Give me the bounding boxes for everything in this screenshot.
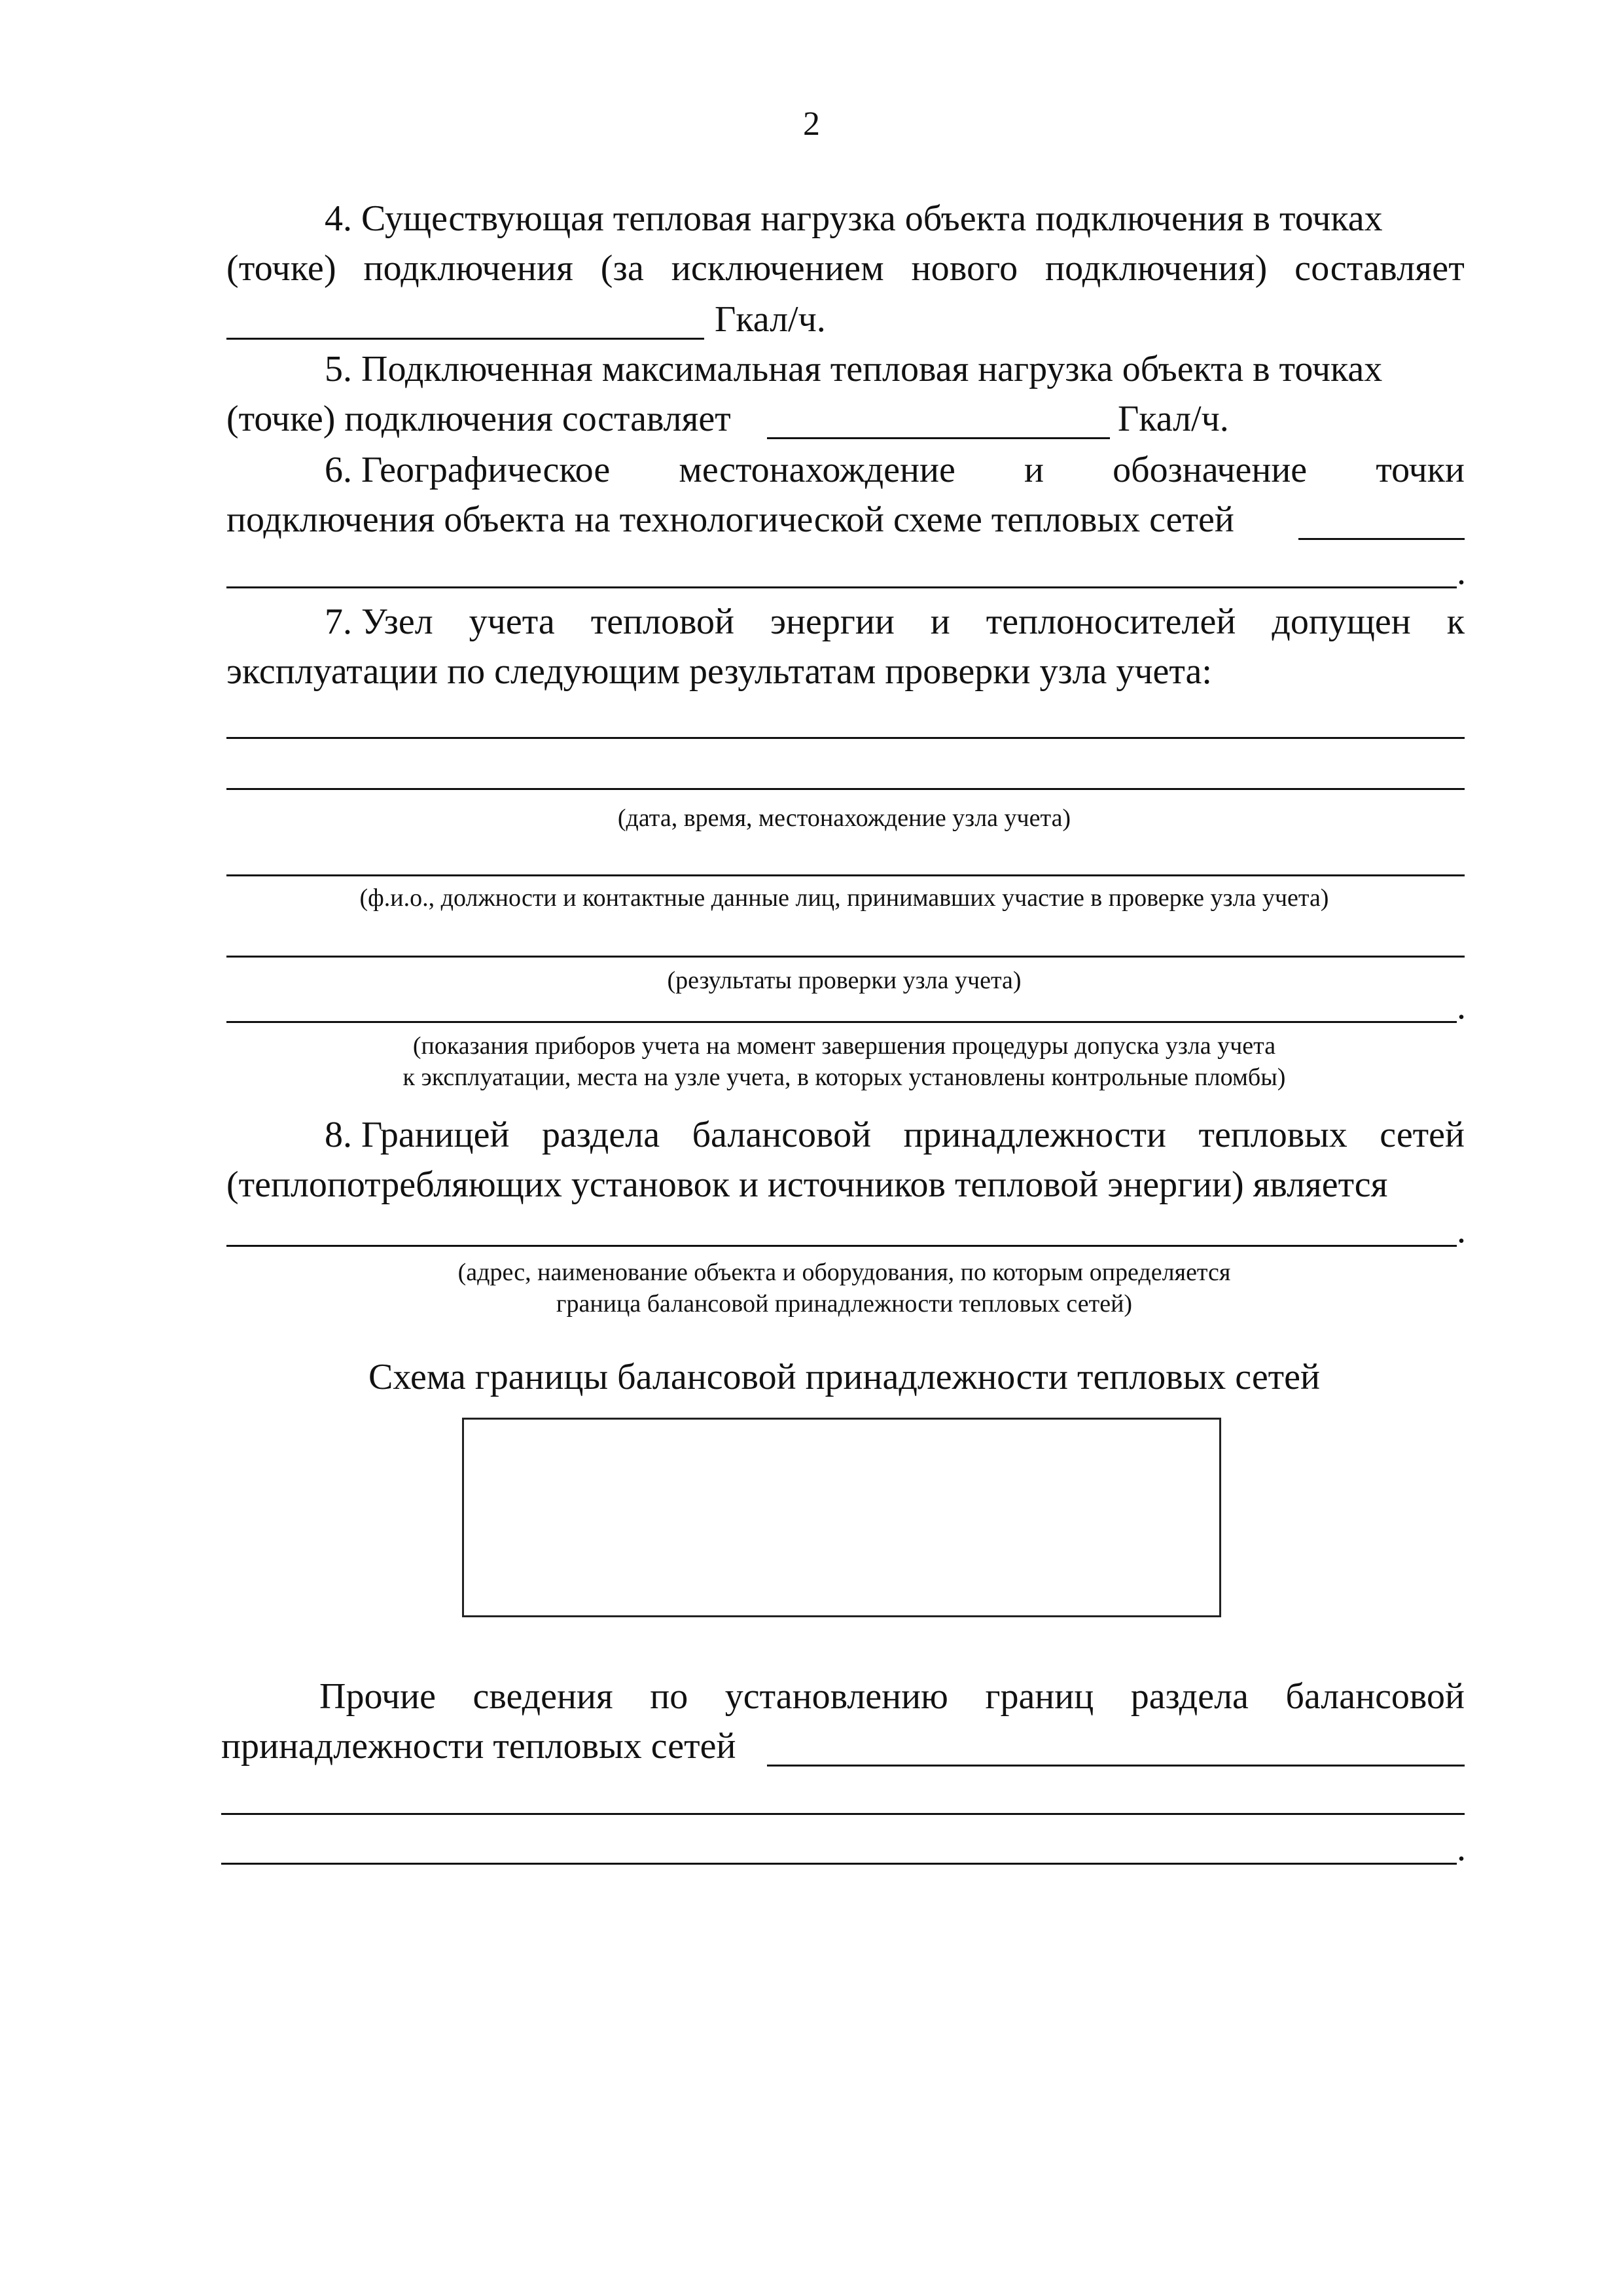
- item8-word-5: тепловых: [1198, 1115, 1347, 1155]
- item7-date-blank[interactable]: [226, 788, 1465, 790]
- item4-line1: 4. Существующая тепловая нагрузка объекта подключения в точках: [325, 198, 1383, 239]
- item7-caption-date: (дата, время, местонахождение узла учета): [617, 804, 1071, 832]
- item6-end-dot: .: [1457, 552, 1466, 592]
- item6-word-3: и: [1024, 450, 1044, 490]
- item7-word-5: и: [930, 601, 950, 642]
- item6-location-blank-1[interactable]: [1298, 538, 1465, 540]
- item7-word-7: допущен: [1272, 601, 1411, 642]
- other-end-dot: .: [1457, 1828, 1466, 1869]
- item4-value-blank[interactable]: [226, 338, 704, 340]
- item7-line1: [325, 601, 1465, 643]
- item6-word-2: местонахождение: [679, 450, 955, 490]
- other-word-6: раздела: [1130, 1676, 1249, 1717]
- other-word-7: балансовой: [1285, 1676, 1465, 1717]
- item5-value-blank[interactable]: [767, 437, 1110, 439]
- item8-caption-2: граница балансовой принадлежности тепловых сетей): [556, 1290, 1133, 1318]
- other-line2-prefix: принадлежности тепловых сетей: [221, 1726, 736, 1767]
- item7-persons-blank[interactable]: [226, 874, 1465, 876]
- other-line1: [319, 1676, 1465, 1717]
- item6-line1: [325, 449, 1465, 491]
- item7-word-1: 7. Узел: [325, 601, 433, 642]
- item8-word-1: 8. Границей: [325, 1115, 510, 1155]
- item8-caption-1: (адрес, наименование объекта и оборудования, по которым определяется: [457, 1259, 1231, 1286]
- item7-line2: эксплуатации по следующим результатам проверки узла учета:: [226, 651, 1212, 692]
- item7-word-6: теплоносителей: [986, 601, 1236, 642]
- page-number: 2: [803, 105, 820, 143]
- item6-word-5: точки: [1376, 450, 1465, 490]
- item7-word-2: учета: [469, 601, 555, 642]
- other-word-1: Прочие: [319, 1676, 436, 1717]
- item7-readings-blank[interactable]: [226, 1021, 1457, 1023]
- item8-word-2: раздела: [541, 1115, 660, 1155]
- item7-results-blank-1[interactable]: [226, 737, 1465, 739]
- item8-line2: (теплопотребляющих установок и источников тепловой энергии) является: [226, 1164, 1388, 1205]
- item7-word-3: тепловой: [590, 601, 734, 642]
- item5-unit: Гкал/ч.: [1118, 399, 1229, 439]
- item5-line1: 5. Подключенная максимальная тепловая нагрузка объекта в точках: [325, 349, 1383, 389]
- item7-caption-readings-1: (показания приборов учета на момент завершения процедуры допуска узла учета: [412, 1032, 1276, 1060]
- scheme-box[interactable]: [462, 1418, 1221, 1617]
- item7-caption-readings-2: к эксплуатации, места на узле учета, в которых установлены контрольные пломбы): [402, 1064, 1286, 1091]
- item7-caption-results: (результаты проверки узла учета): [667, 967, 1022, 994]
- item6-line2: подключения объекта на технологической схеме тепловых сетей: [226, 499, 1234, 540]
- other-blank-2[interactable]: [221, 1813, 1465, 1815]
- item7-word-8: к: [1446, 601, 1465, 642]
- item6-location-blank-2[interactable]: [226, 586, 1457, 588]
- item8-word-4: принадлежности: [903, 1115, 1166, 1155]
- item8-end-dot: .: [1457, 1210, 1466, 1251]
- item8-line1: [325, 1114, 1465, 1156]
- item7-caption-persons: (ф.и.о., должности и контактные данные лиц, принимавших участие в проверке узла учета): [359, 884, 1329, 912]
- other-word-2: сведения: [473, 1676, 613, 1717]
- item6-word-4: обозначение: [1113, 450, 1308, 490]
- item7-results-blank-2[interactable]: [226, 956, 1465, 958]
- item6-word-1: 6. Географическое: [325, 450, 611, 490]
- item8-boundary-blank[interactable]: [226, 1245, 1457, 1247]
- item7-end-dot: .: [1457, 986, 1466, 1027]
- item7-word-4: энергии: [770, 601, 895, 642]
- other-word-5: границ: [985, 1676, 1094, 1717]
- other-word-3: по: [650, 1676, 688, 1717]
- other-word-4: установлению: [724, 1676, 948, 1717]
- other-blank-3[interactable]: [221, 1863, 1457, 1865]
- item8-word-6: сетей: [1380, 1115, 1465, 1155]
- item5-line2-prefix: (точке) подключения составляет: [226, 399, 731, 439]
- item4-unit: Гкал/ч.: [715, 299, 826, 340]
- item8-word-3: балансовой: [692, 1115, 872, 1155]
- scheme-title: Схема границы балансовой принадлежности тепловых сетей: [368, 1357, 1320, 1397]
- item4-line2: (точке) подключения (за исключением нового подключения) составляет: [226, 248, 1465, 289]
- other-blank-1[interactable]: [767, 1765, 1465, 1767]
